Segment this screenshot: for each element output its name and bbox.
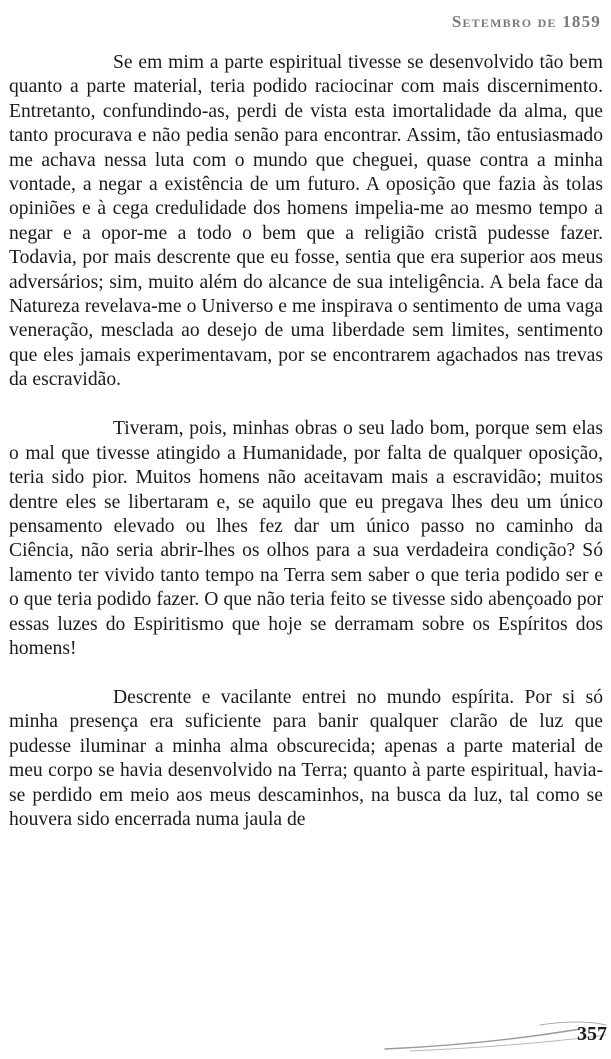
running-header: Setembro de 1859 bbox=[451, 12, 601, 31]
paragraph-1: Se em mim a parte espiritual tivesse se desenvolvido tão bem quanto a parte material, teria podido raciocinar com mais discernimento. Entretanto, confundindo-as, perdi de vista esta imortalidade da alma, que tanto procurava e não pedia senão para encontrar. Assim, tão entusiasmado me achava nessa luta com o mundo que cheguei, quase contra a minha vontade, a negar a existência de um futuro. A oposição que fazia às tolas opiniões e à cega credulidade dos homens impelia-me ao mesmo tempo a negar e a opor-me a todo o bem que a religião cristã pudesse fazer. Todavia, por mais descrente que eu fosse, sentia que era superior aos meus adversários; sim, muito além do alcance de sua inteligência. A bela face da Natureza revelava-me o Universo e me inspirava o sentimento de uma vaga veneração, mesclada ao desejo de uma liberdade sem limites, sentimento que eles jamais experimentavam, por se encontrarem agachados nas trevas da escravidão. bbox=[9, 52, 603, 391]
swoosh-ornament-icon bbox=[0, 1015, 611, 1059]
paragraph-2: Tiveram, pois, minhas obras o seu lado bom, porque sem elas o mal que tivesse atingido a Humanidade, por falta de qualquer oposição, teria sido pior. Muitos homens não aceitavam mais a escravidão; muitos dentre eles se libertaram e, se aquilo que eu pregava lhes deu um único pensamento elevado ou lhes fez dar um único passo no caminho da Ciência, não seria abrir-lhes os olhos para a sua verdadeira condição? Só lamento ter vivido tanto tempo na Terra sem saber o que teria podido ser e o que teria podido fazer. O que não teria feito se tivesse sido abençoado por essas luzes do Espiritismo que hoje se derramam sobre os Espíritos dos homens! bbox=[9, 418, 603, 659]
text-column bbox=[9, 51, 603, 832]
paragraph-3: Descrente e vacilante entrei no mundo espírita. Por si só minha presença era suficiente para banir qualquer clarão de luz que pudesse iluminar a minha alma obscurecida; apenas a parte material de meu corpo se havia desenvolvido na Terra; quanto à parte espiritual, havia-se perdido em meio aos meus descaminhos, na busca da luz, tal como se houvera sido encerrada numa jaula de bbox=[9, 686, 603, 830]
page-number: 357 bbox=[577, 1023, 607, 1045]
page-footer bbox=[0, 1015, 611, 1059]
